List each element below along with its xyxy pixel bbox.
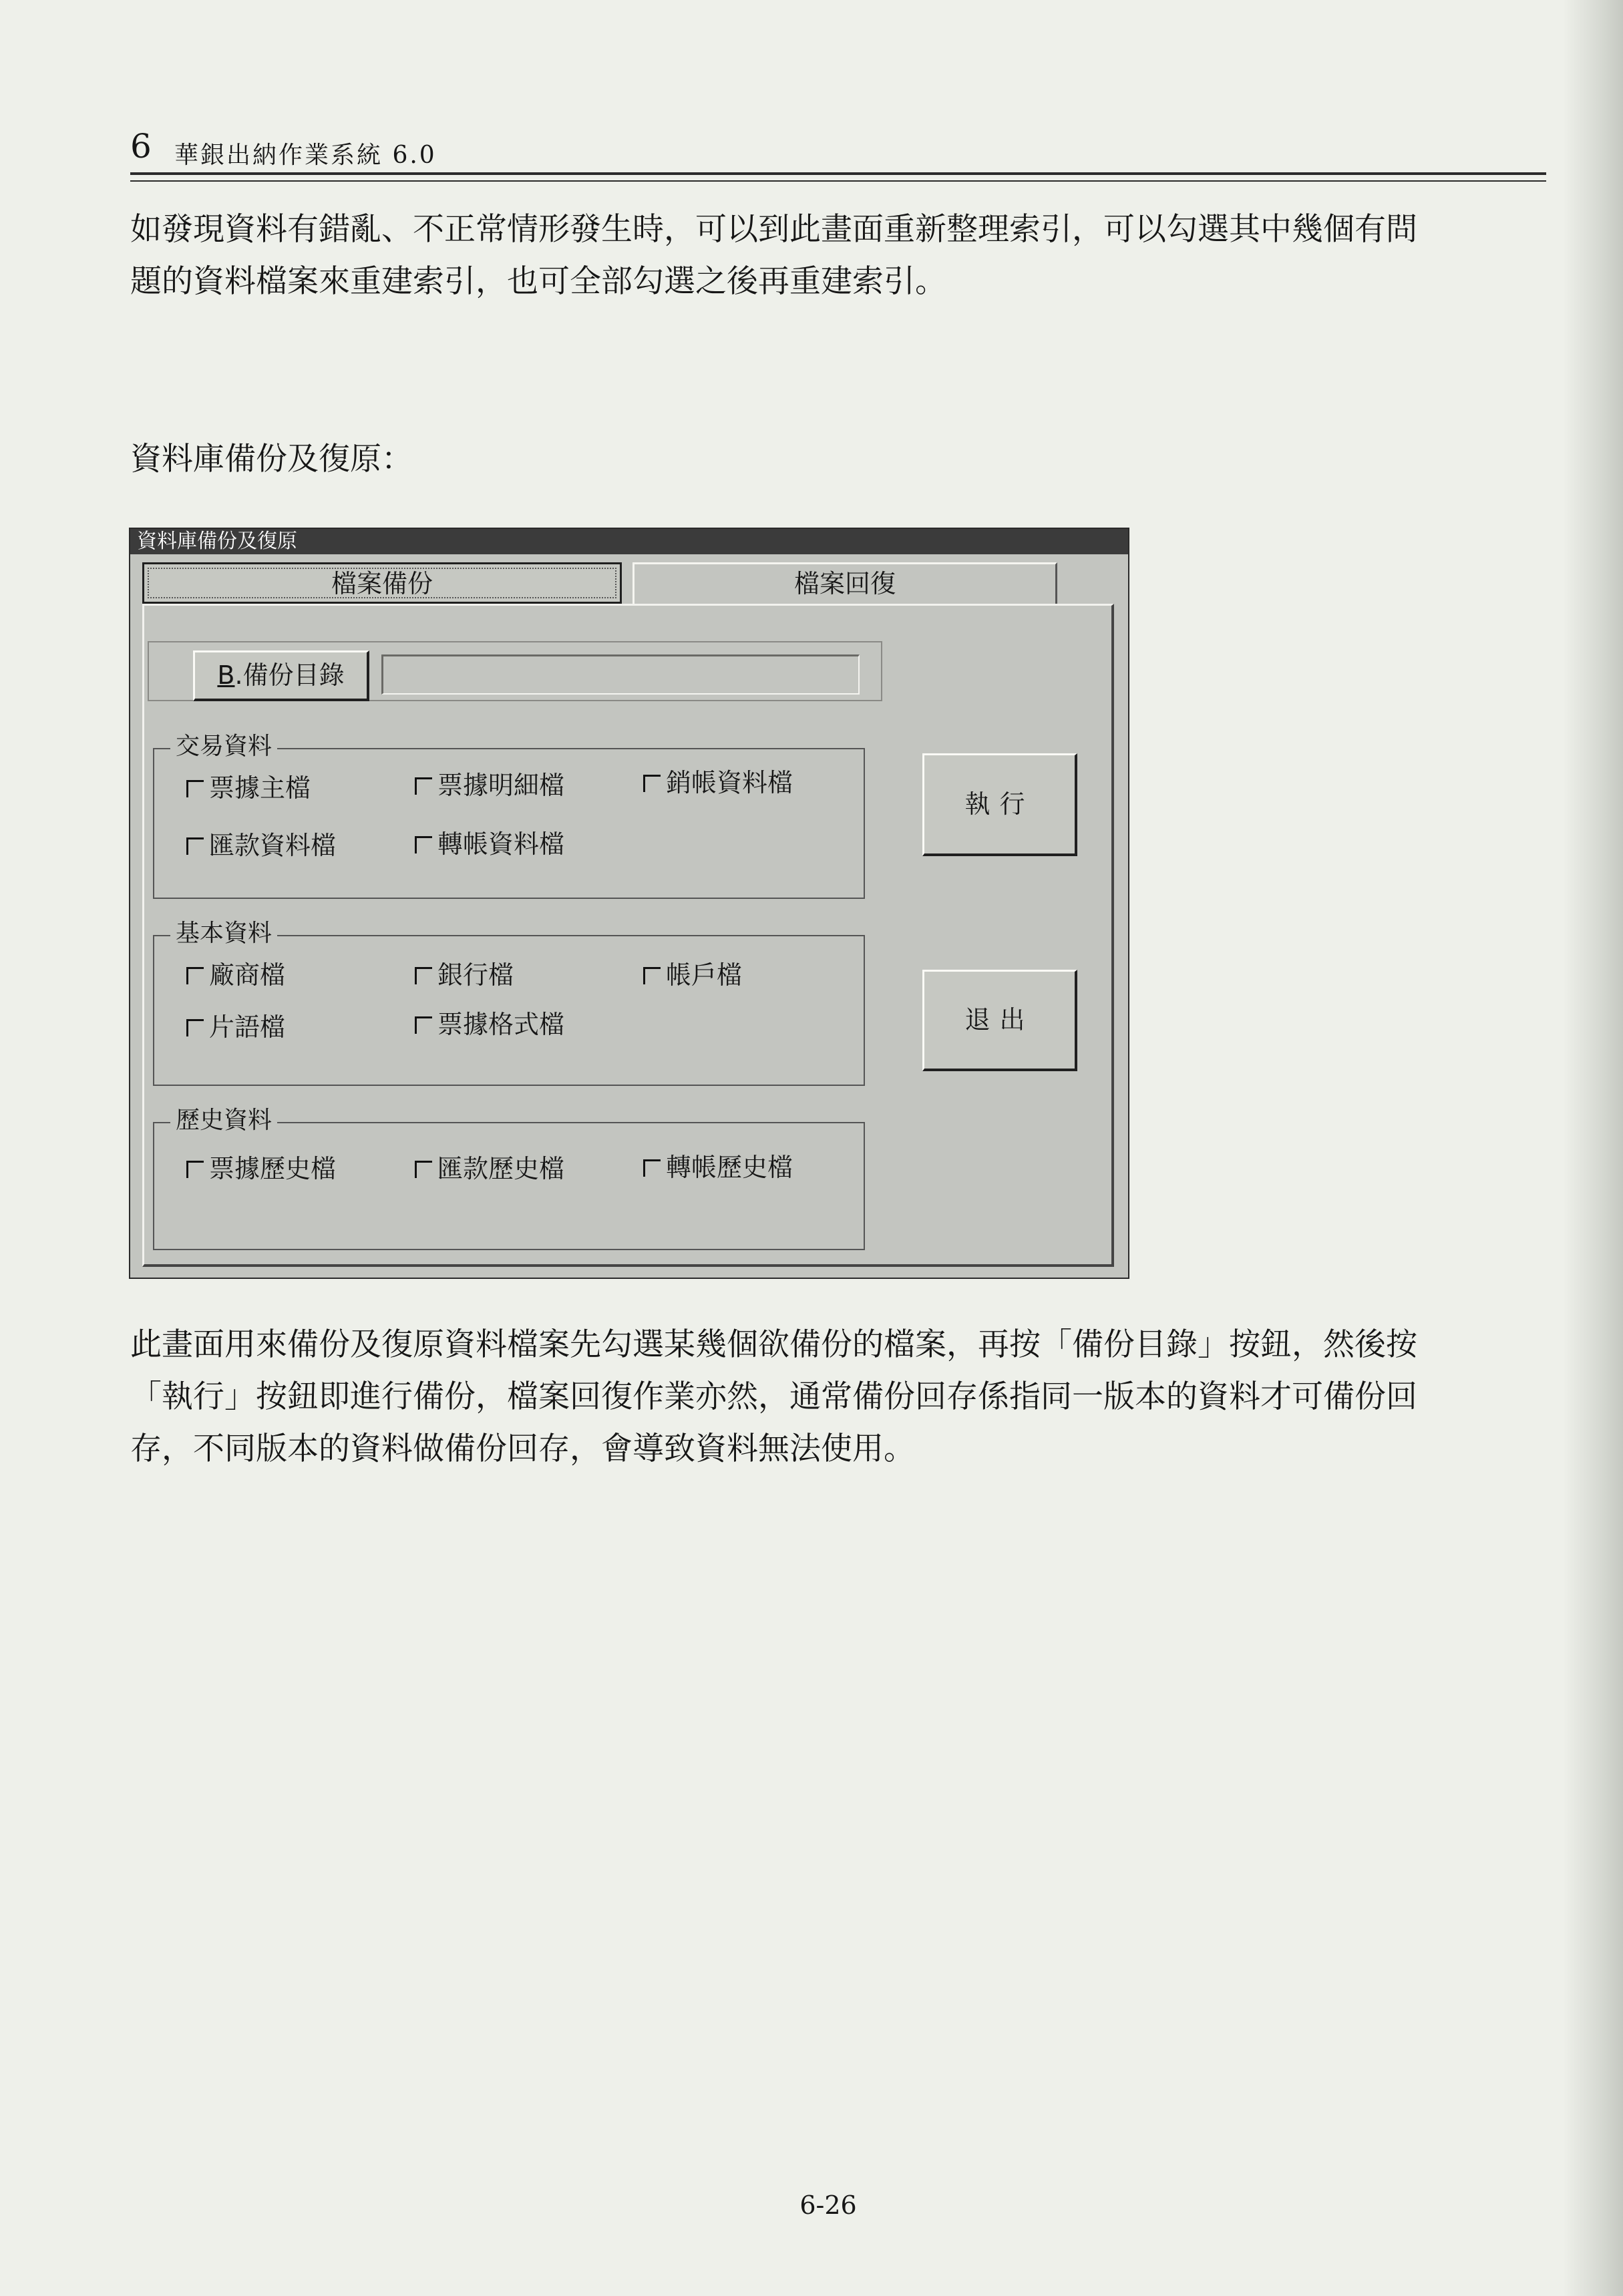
checkbox-box (643, 775, 661, 792)
checkbox-label: 匯款歷史檔 (437, 1154, 565, 1183)
chapter-number: 6 (130, 127, 152, 166)
checkbox-label: 票據明細檔 (437, 771, 565, 800)
checkbox-box (415, 1016, 432, 1034)
checkbox-label: 票據歷史檔 (209, 1154, 337, 1183)
text-line: 「執行」按鈕即進行備份，檔案回復作業亦然，通常備份回存係指同一版本的資料才可備份回 (130, 1378, 1417, 1415)
text-line: 存，不同版本的資料做備份回存，會導致資料無法使用。 (130, 1430, 915, 1467)
checkbox-phrase[interactable] (186, 1011, 285, 1043)
checkbox-label: 片語檔 (209, 1012, 286, 1042)
hotkey-letter: B (217, 660, 235, 690)
text-line: 如發現資料有錯亂、不正常情形發生時，可以到此畫面重新整理索引，可以勾選其中幾個有問 (130, 211, 1417, 248)
button-label: .備份目錄 (234, 660, 345, 690)
description-paragraph (130, 1319, 1546, 1475)
checkbox-transfer-data[interactable] (415, 828, 564, 860)
checkbox-box (415, 1161, 432, 1178)
checkbox-label: 票據主檔 (209, 773, 311, 803)
checkbox-label: 銀行檔 (437, 960, 514, 990)
checkbox-transfer-history[interactable] (643, 1151, 793, 1183)
checkbox-bill-master[interactable] (186, 772, 311, 804)
dialog-title: 資料庫備份及復原 (137, 530, 297, 553)
group-label: 基本資料 (170, 919, 277, 948)
header-rule (130, 172, 1546, 175)
backup-restore-dialog (129, 528, 1129, 1279)
group-label: 交易資料 (170, 732, 277, 761)
backup-directory-button[interactable] (193, 650, 369, 701)
text-line: 題的資料檔案來重建索引，也可全部勾選之後再重建索引。 (130, 263, 946, 300)
checkbox-bill-format[interactable] (415, 1008, 564, 1040)
header-rule-thin (130, 180, 1546, 182)
checkbox-box (415, 777, 432, 795)
checkbox-box (186, 837, 204, 855)
checkbox-box (186, 967, 204, 984)
checkbox-label: 匯款資料檔 (209, 831, 337, 860)
checkbox-bill-detail[interactable] (415, 769, 564, 801)
backup-directory-field[interactable] (381, 654, 860, 695)
checkbox-label: 帳戶檔 (666, 960, 743, 990)
checkbox-label: 銷帳資料檔 (666, 768, 793, 797)
group-label: 歷史資料 (170, 1106, 277, 1135)
checkbox-box (186, 780, 204, 797)
running-header (130, 127, 1546, 174)
book-title: 華銀出納作業系統 6.0 (174, 142, 437, 169)
checkbox-box (186, 1019, 204, 1036)
execute-button[interactable]: 執行 (922, 753, 1077, 856)
checkbox-remittance-data[interactable] (186, 829, 336, 862)
exit-button[interactable]: 退出 (922, 970, 1077, 1071)
checkbox-remittance-history[interactable] (415, 1153, 564, 1185)
section-heading: 資料庫備份及復原： (130, 441, 413, 477)
checkbox-box (643, 967, 661, 984)
checkbox-label: 轉帳資料檔 (437, 829, 565, 859)
page-number: 6-26 (799, 2190, 857, 2220)
checkbox-label: 轉帳歷史檔 (666, 1153, 793, 1182)
tab-file-restore[interactable]: 檔案回復 (633, 562, 1057, 604)
page-edge-shadow (1563, 0, 1623, 2296)
checkbox-box (415, 967, 432, 984)
checkbox-box (643, 1159, 661, 1177)
tab-file-backup[interactable]: 檔案備份 (142, 562, 622, 604)
checkbox-vendor[interactable] (186, 959, 285, 991)
checkbox-label: 廠商檔 (209, 960, 286, 990)
checkbox-account[interactable] (643, 959, 742, 991)
intro-paragraph (130, 204, 1546, 308)
title-bar (130, 529, 1128, 554)
checkbox-bank[interactable] (415, 959, 514, 991)
checkbox-writeoff-data[interactable] (643, 767, 793, 799)
checkbox-box (415, 836, 432, 853)
group-history-data (153, 1107, 865, 1250)
text-line: 此畫面用來備份及復原資料檔案先勾選某幾個欲備份的檔案，再按「備份目錄」按鈕，然後按 (130, 1326, 1417, 1363)
group-transaction-data (153, 733, 865, 899)
checkbox-box (186, 1161, 204, 1178)
checkbox-label: 票據格式檔 (437, 1010, 565, 1039)
group-basic-data (153, 920, 865, 1086)
checkbox-bill-history[interactable] (186, 1153, 336, 1185)
